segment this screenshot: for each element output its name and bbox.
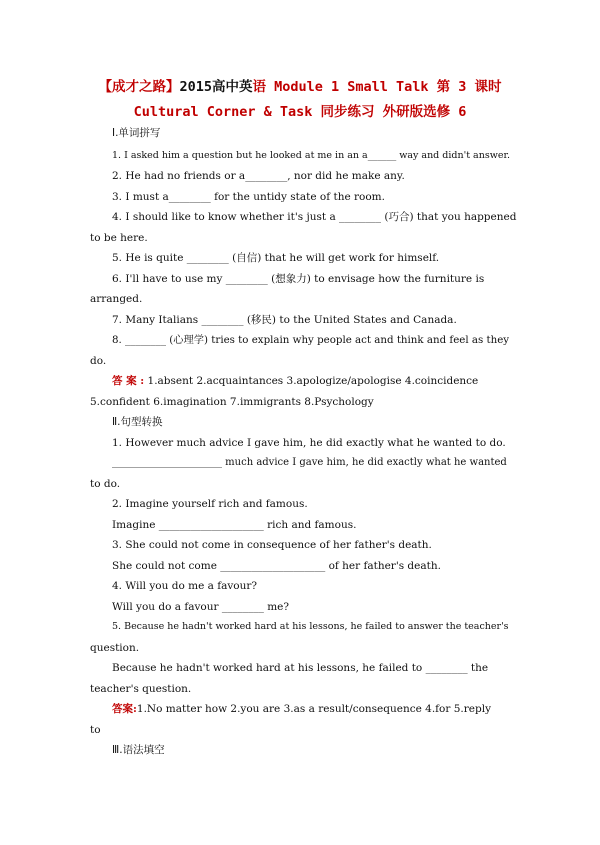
- section2-question-5-rewrite: Because he hadn't worked hard at his lessons, he failed to ________ the: [112, 662, 489, 674]
- section2-question-5-rewrite-cont: teacher's question.: [90, 683, 192, 695]
- section2-answers: [112, 702, 515, 716]
- section1-question-4-cont: to be here.: [90, 232, 148, 244]
- answer-label: 答 案 :: [112, 375, 145, 387]
- section2-question-3-rewrite: She could not come ____________________ of her father's death.: [112, 560, 441, 572]
- document-title-line2: Cultural Corner & Task 同步练习 外研版选修 6: [133, 104, 467, 120]
- section1-question-8: 8. ________ (心理学) tries to explain why people act and think and feel as they: [112, 334, 510, 346]
- section3-heading: Ⅲ.语法填空: [112, 744, 165, 756]
- title-source: 【成才之路】: [98, 79, 180, 95]
- section1-heading: Ⅰ.单词拼写: [112, 127, 161, 139]
- section1-answers: [112, 374, 515, 388]
- section1-question-4: 4. I should like to know whether it's just a ________ (巧合) that you happened: [112, 211, 517, 223]
- section2-question-2: 2. Imagine yourself rich and famous.: [112, 498, 308, 510]
- section2-question-1: 1. However much advice I gave him, he did exactly what he wanted to do.: [112, 437, 506, 449]
- section1-question-8-cont: do.: [90, 355, 107, 367]
- document-title-line1: [0, 75, 600, 95]
- answer-label: 答案:: [112, 703, 137, 715]
- section2-question-4: 4. Will you do me a favour?: [112, 580, 258, 592]
- section2-question-1-cont: to do.: [90, 478, 121, 490]
- section2-question-1-rewrite: ______________________ much advice I gave him, he did exactly what he wanted: [112, 457, 507, 468]
- section1-question-1: 1. I asked him a question but he looked at me in an a______ way and didn't answer.: [112, 150, 510, 161]
- answer-text: 1.No matter how 2.you are 3.as a result/consequence 4.for 5.reply: [136, 703, 491, 715]
- section2-question-3: 3. She could not come in consequence of her father's death.: [112, 539, 432, 551]
- section2-answers-cont: to: [90, 724, 101, 736]
- section1-question-2: 2. He had no friends or a________, nor did he make any.: [112, 170, 405, 182]
- section2-question-5-cont: question.: [90, 642, 140, 654]
- section1-question-6-cont: arranged.: [90, 293, 143, 305]
- section2-question-2-rewrite: Imagine ____________________ rich and famous.: [112, 519, 357, 531]
- section1-question-3: 3. I must a________ for the untidy state of the room.: [112, 191, 385, 203]
- section2-question-5: 5. Because he hadn't worked hard at his lessons, he failed to answer the teacher's: [112, 621, 509, 632]
- answer-text: 1.absent 2.acquaintances 3.apologize/apologise 4.coincidence: [144, 375, 479, 387]
- section1-question-6: 6. I'll have to use my ________ (想象力) to envisage how the furniture is: [112, 273, 485, 285]
- section2-heading: Ⅱ.句型转换: [112, 416, 163, 428]
- section1-answers-cont: 5.confident 6.imagination 7.immigrants 8.Psychology: [90, 396, 374, 408]
- section1-question-5: 5. He is quite ________ (自信) that he will get work for himself.: [112, 252, 440, 264]
- section1-question-7: 7. Many Italians ________ (移民) to the United States and Canada.: [112, 314, 457, 326]
- section2-question-4-rewrite: Will you do a favour ________ me?: [112, 601, 290, 613]
- title-year: 2015高中英: [179, 79, 253, 95]
- title-module: 语 Module 1 Small Talk 第 3 课时: [252, 79, 502, 95]
